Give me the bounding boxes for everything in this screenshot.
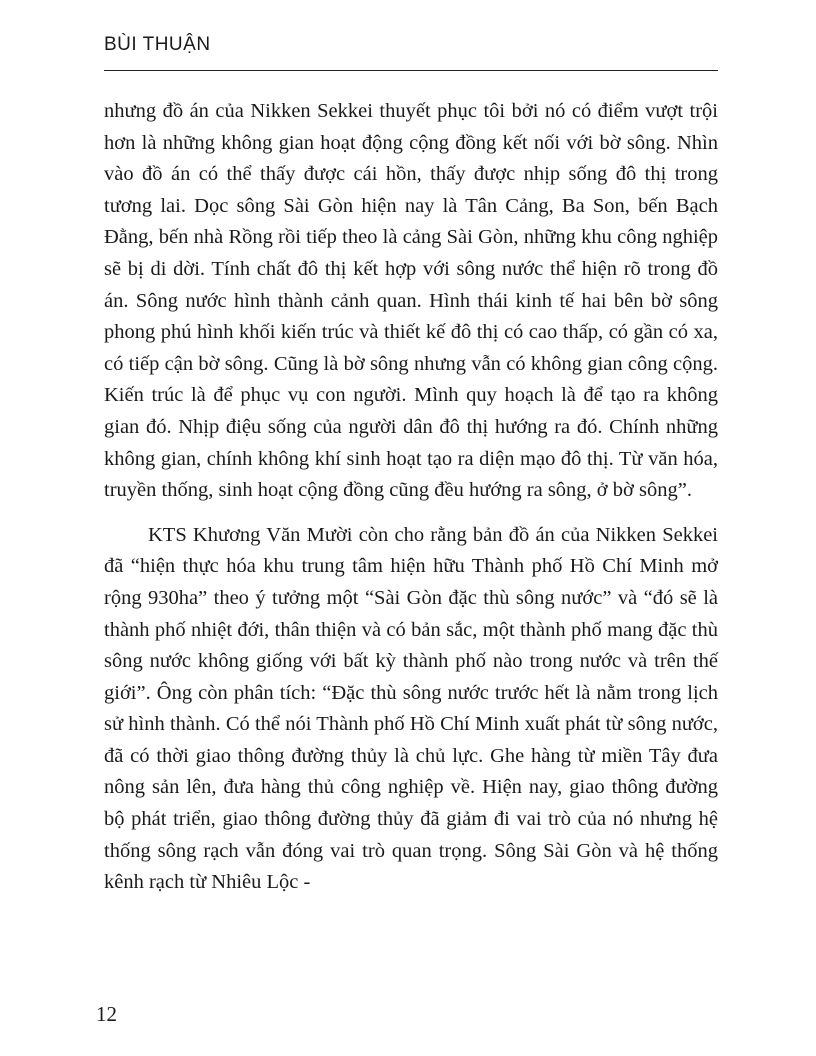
paragraph: nhưng đồ án của Nikken Sekkei thuyết phục tôi bởi nó có điểm vượt trội hơn là những không gian hoạt động cộng đồng kết nối với bờ sông. Nhìn vào đồ án có thể thấy được cái hồn, thấy được nhịp sống đô thị trong tương lai. Dọc sông Sài Gòn hiện nay là Tân Cảng, Ba Son, bến Bạch Đằng, bến nhà Rồng rồi tiếp theo là cảng Sài Gòn, những khu công nghiệp sẽ bị di dời. Tính chất đô thị kết hợp với sông nước thể hiện rõ trong đồ án. Sông nước hình thành cảnh quan. Hình thái kinh tế hai bên bờ sông phong phú hình khối kiến trúc và thiết kế đô thị có cao thấp, có gần có xa, có tiếp cận bờ sông. Cũng là bờ sông nhưng vẫn có không gian công cộng. Kiến trúc là để phục vụ con người. Mình quy hoạch là để tạo ra không gian đó. Nhịp điệu sống của người dân đô thị hướng ra đó. Chính những không gian, chính không khí sinh hoạt tạo ra diện mạo đô thị. Từ văn hóa, truyền thống, sinh hoạt cộng đồng cũng đều hướng ra sông, ở bờ sông”. bbox=[104, 100, 718, 502]
header-divider bbox=[104, 70, 718, 71]
page-number: 12 bbox=[96, 1002, 117, 1026]
running-header-title: BÙI THUẬN bbox=[104, 34, 211, 55]
body-text bbox=[104, 96, 718, 899]
paragraph: KTS Khương Văn Mười còn cho rằng bản đồ án của Nikken Sekkei đã “hiện thực hóa khu trung tâm hiện hữu Thành phố Hồ Chí Minh mở rộng 930ha” theo ý tưởng một “Sài Gòn đặc thù sông nước” và “đó sẽ là thành phố nhiệt đới, thân thiện và có bản sắc, một thành phố mang đặc thù sông nước không giống với bất kỳ thành phố nào trong nước và trên thế giới”. Ông còn phân tích: “Đặc thù sông nước trước hết là nằm trong lịch sử hình thành. Có thể nói Thành phố Hồ Chí Minh xuất phát từ sông nước, đã có thời giao thông đường thủy là chủ lực. Ghe hàng từ miền Tây đưa nông sản lên, đưa hàng thủ công nghiệp về. Hiện nay, giao thông đường bộ phát triển, giao thông đường thủy đã giảm đi vai trò của nó nhưng hệ thống sông rạch vẫn đóng vai trò quan trọng. Sông Sài Gòn và hệ thống kênh rạch từ Nhiêu Lộc - bbox=[104, 523, 718, 894]
